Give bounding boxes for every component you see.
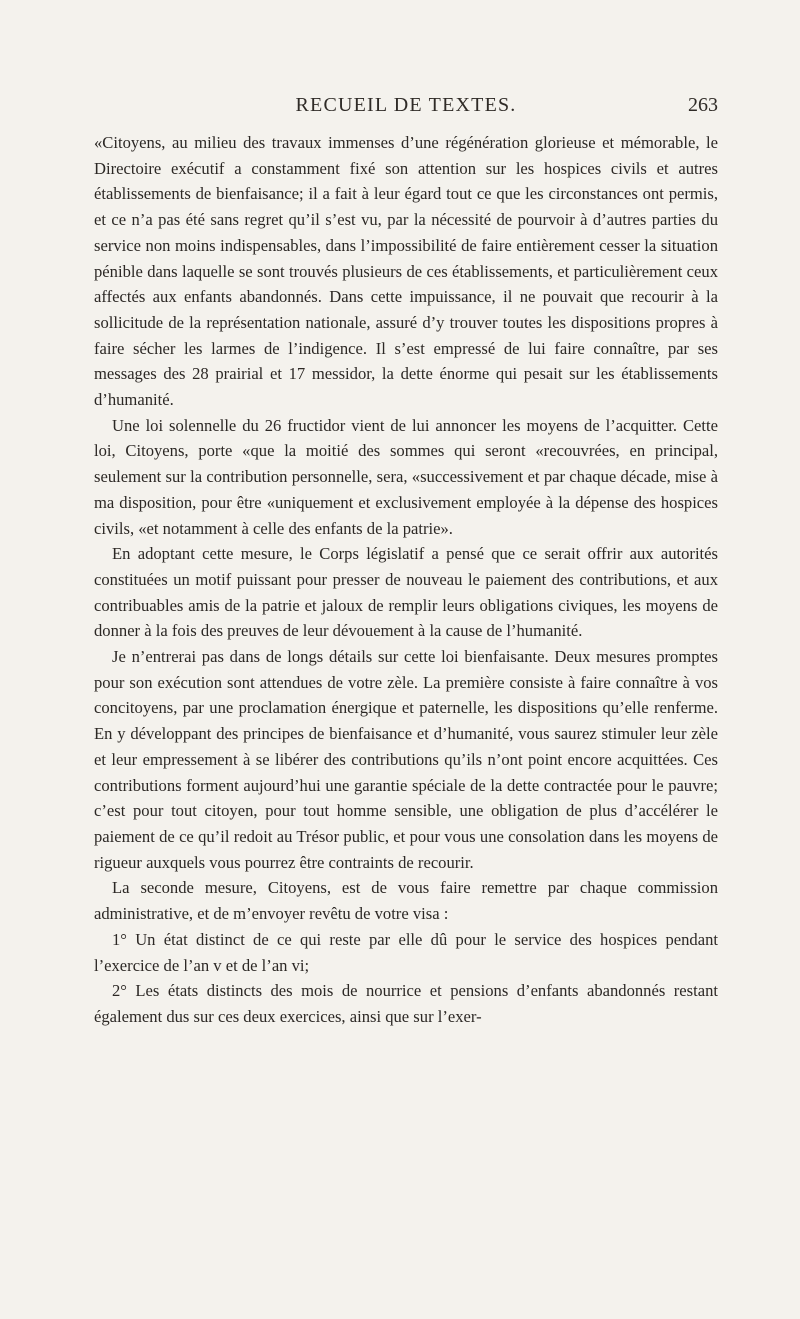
- paragraph-seconde-mesure: La seconde mesure, Citoyens, est de vous faire remettre par chaque commission administrative, et de m’envoyer revêtu de votre visa :: [94, 878, 718, 924]
- body-text: [94, 130, 718, 1030]
- paragraph-item-1: 1° Un état distinct de ce qui reste par elle dû pour le service des hospices pendant l’exercice de l’an v et de l’an vi;: [94, 929, 718, 975]
- paragraph-intro: «Citoyens, au milieu des travaux immenses d’une régénération glorieuse et mémorable, le Directoire exécutif a constamment fixé son attention sur les hospices civils et autres établissements de bienfaisance; il a fait à leur égard tout ce que les circonstances ont permis, et ce n’a pas été sans regret qu’il s’est vu, par la nécessité de pourvoir à d’autres parties du service non moins indispensables, dans l’impossibilité de faire entièrement cesser la situation pénible dans laquelle se sont trouvés plusieurs de ces établissements, et particulièrement ceux affectés aux enfants abandonnés. Dans cette impuissance, il ne pouvait que recourir à la sollicitude de la représentation nationale, assuré d’y trouver toutes les dispositions propres à faire sécher les larmes de l’indigence. Il s’est empressé de lui faire connaître, par ses messages des 28 prairial et 17 messidor, la dette énorme qui pesait sur les établissements d’humanité.: [94, 133, 718, 410]
- paragraph-loi-fructidor: Une loi solennelle du 26 fructidor vient de lui annoncer les moyens de l’acquitter. Cette loi, Citoyens, porte «que la moitié des sommes qui seront «recouvrées, en principal, seulement sur la contribution personnelle, sera, «successivement et par chaque décade, mise à ma disposition, pour être «uniquement et exclusivement employée à la dépense des hospices civils, «et notamment à celle des enfants de la patrie».: [94, 415, 718, 538]
- paragraph-details: Je n’entrerai pas dans de longs détails sur cette loi bienfaisante. Deux mesures promptes pour son exécution sont attendues de votre zèle. La première consiste à faire connaître à vos concitoyens, par une proclamation énergique et paternelle, les dispositions qu’elle renferme. En y développant des principes de bienfaisance et d’humanité, vous saurez stimuler leur zèle et leur empressement à se libérer des contributions qu’ils n’ont point encore acquittées. Ces contributions forment aujourd’hui une garantie spéciale de la dette contractée pour le pauvre; c’est pour tout citoyen, pour tout homme sensible, une obligation de plus d’accélérer le paiement de ce qu’il redoit au Trésor public, et pour vous une consolation dans les moyens de rigueur auxquels vous pourrez être contraints de recourir.: [94, 647, 718, 872]
- running-title: RECUEIL DE TEXTES.: [295, 94, 517, 116]
- page-header: [94, 94, 718, 122]
- paragraph-mesure: En adoptant cette mesure, le Corps législatif a pensé que ce serait offrir aux autorités constituées un motif puissant pour presser de nouveau le paiement des contributions, et aux contribuables amis de la patrie et jaloux de remplir leurs obligations civiques, les moyens de donner à la fois des preuves de leur dévouement à la cause de l’humanité.: [94, 544, 718, 641]
- paragraph-item-2: 2° Les états distincts des mois de nourrice et pensions d’enfants abandonnés restant également dus sur ces deux exercices, ainsi que sur l’exer-: [94, 981, 718, 1026]
- page-number: 263: [688, 94, 718, 116]
